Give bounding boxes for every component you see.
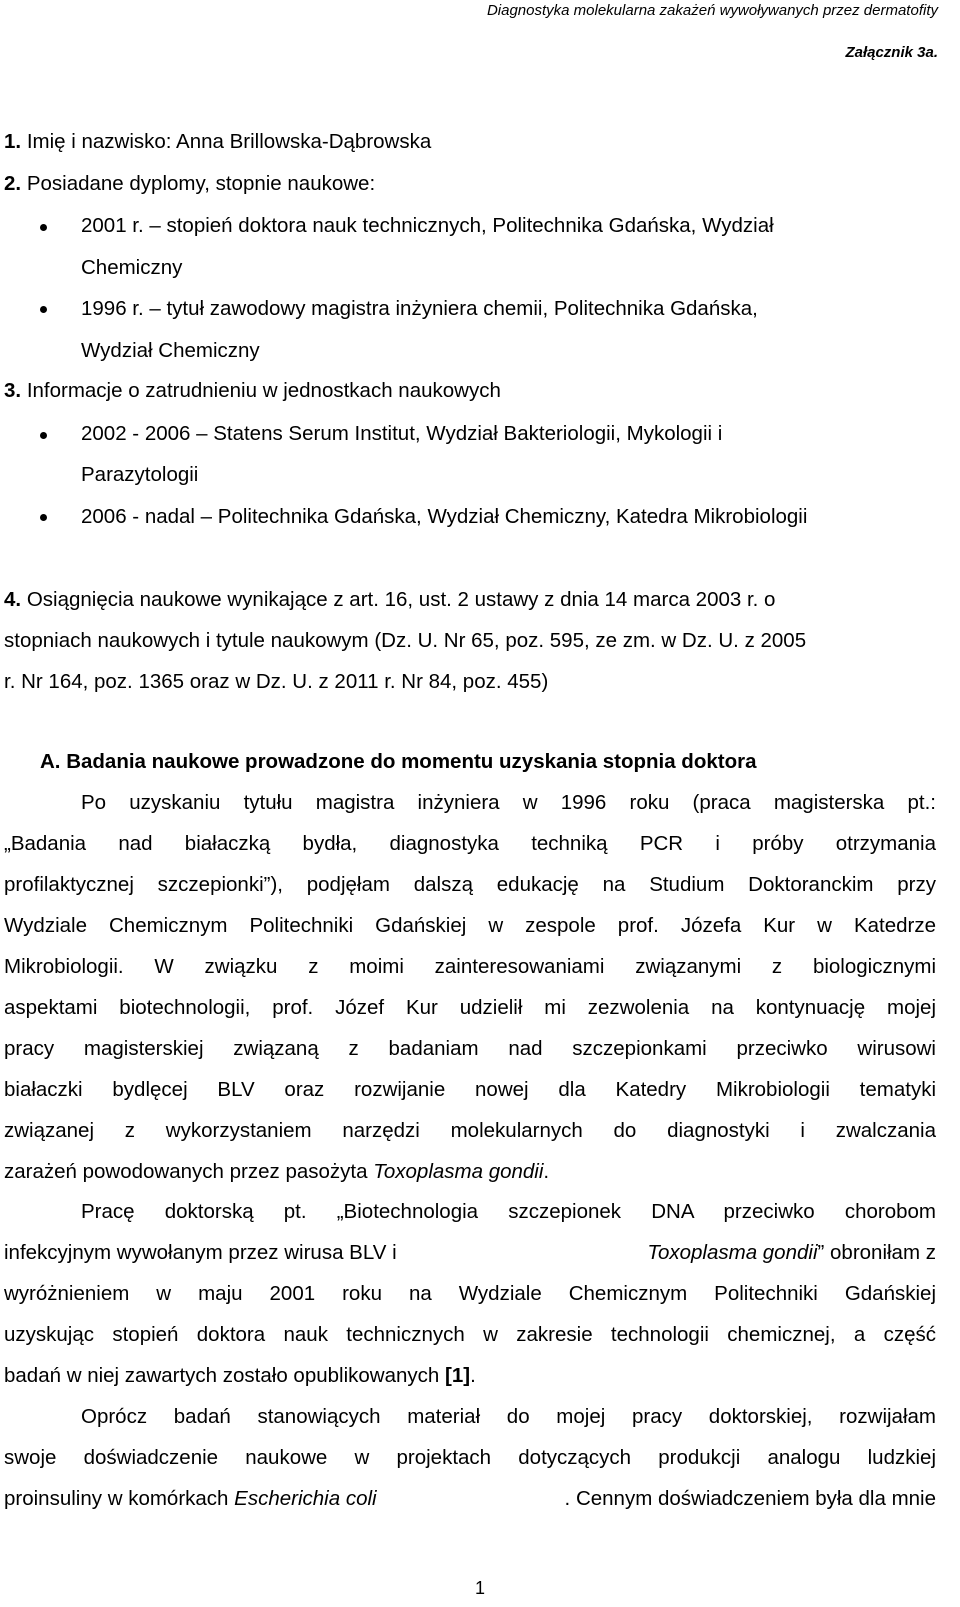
list-item-line: Wydział Chemiczny [81,339,260,362]
page-number: 1 [474,1578,485,1598]
paragraph-line: związanej z wykorzystaniem narzędzi molekularnych do diagnostyki i zwalczania [4,1119,936,1142]
bullet-icon [40,514,47,521]
paragraph-line: Po uzyskaniu tytułu magistra inżyniera w 1996 roku (praca magisterska pt.: [81,791,936,814]
section-number: 3. [4,379,22,402]
paragraph-line [4,1160,549,1184]
paragraph-line: uzyskując stopień doktora nauk technicznych w zakresie technologii chemicznej, a część [4,1323,936,1346]
text-run [647,1241,936,1265]
reference-link[interactable]: [1] [445,1364,471,1387]
paragraph-line: pracy magisterskiej związaną z badaniam nad szczepionkami przeciwko wirusowi [4,1037,936,1060]
section-text-line: stopniach naukowych i tytule naukowym (Dz. U. Nr 65, poz. 595, ze zm. w Dz. U. z 2005 [4,629,807,652]
paragraph-line: „Badania nad białaczką bydła, diagnostyka techniką PCR i próby otrzymania [4,832,936,855]
text-run: zarażeń powodowanych przez pasożyta [4,1160,374,1183]
text-run: . [470,1364,476,1387]
paragraph-line [4,1487,936,1511]
list-item-line: 2002 - 2006 – Statens Serum Institut, Wydział Bakteriologii, Mykologii i [81,422,723,445]
section-number: 2. [4,172,22,195]
paragraph-line: aspektami biotechnologii, prof. Józef Kur udzielił mi zezwolenia na kontynuację mojej [4,996,936,1019]
species-name: Toxoplasma gondii [373,1160,544,1183]
section-2 [4,172,375,196]
subsection-heading [40,750,756,774]
section-text: Informacje o zatrudnieniu w jednostkach naukowych [26,379,501,402]
section-1 [4,130,431,154]
paragraph-line: Mikrobiologii. W związku z moimi zainteresowaniami związanymi z biologicznymi [4,955,936,978]
section-number: 1. [4,130,22,153]
section-text: Imię i nazwisko: Anna Brillowska-Dąbrowska [26,130,432,153]
bullet-icon [40,224,47,231]
species-name: Toxoplasma gondii [647,1241,818,1264]
section-text-line: r. Nr 164, poz. 1365 oraz w Dz. U. z 2011 r. Nr 84, poz. 455) [4,670,549,693]
paragraph-line: białaczki bydlęcej BLV oraz rozwijanie nowej dla Katedry Mikrobiologii tematyki [4,1078,936,1101]
text-run: infekcyjnym wywołanym przez wirusa BLV i [4,1241,403,1264]
paragraph-line: Oprócz badań stanowiących materiał do mojej pracy doktorskiej, rozwijałam [81,1405,936,1428]
list-item-line: 2006 - nadal – Politechnika Gdańska, Wydział Chemiczny, Katedra Mikrobiologii [81,505,808,528]
bullet-icon [40,306,47,313]
paragraph-line [4,1241,936,1265]
section-text: Posiadane dyplomy, stopnie naukowe: [26,172,376,195]
section-3 [4,379,501,403]
paragraph-line [4,1364,476,1388]
subsection-title: Badania naukowe prowadzone do momentu uzyskania stopnia doktora [66,750,757,773]
list-item-line: 1996 r. – tytuł zawodowy magistra inżyniera chemii, Politechnika Gdańska, [81,297,758,320]
paragraph-line: wyróżnieniem w maju 2001 roku na Wydziale Chemicznym Politechniki Gdańskiej [4,1282,936,1305]
subsection-letter: A. [40,750,61,773]
section-text: Osiągnięcia naukowe wynikające z art. 16, ust. 2 ustawy z dnia 14 marca 2003 r. o [26,588,776,611]
annex-label: Załącznik 3a. [845,44,938,61]
paragraph-line: Pracę doktorską pt. „Biotechnologia szczepionek DNA przeciwko chorobom [81,1200,936,1223]
paragraph-line: profilaktycznej szczepionki”), podjęłam dalszą edukację na Studium Doktoranckim przy [4,873,936,896]
section-4 [4,588,775,612]
bullet-icon [40,432,47,439]
text-run: . [543,1160,550,1183]
section-number: 4. [4,588,22,611]
list-item-line: 2001 r. – stopień doktora nauk technicznych, Politechnika Gdańska, Wydział [81,214,774,237]
text-run: badań w niej zawartych zostało opublikowanych [4,1364,446,1387]
list-item-line: Parazytologii [81,463,199,486]
paragraph-line: Wydziale Chemicznym Politechniki Gdańskiej w zespole prof. Józefa Kur w Katedrze [4,914,936,937]
species-name: Escherichia coli [234,1487,377,1510]
running-header-title: Diagnostyka molekularna zakażeń wywoływanych przez dermatofity [486,2,938,19]
text-run: . Cennym doświadczeniem była dla mnie [564,1487,936,1510]
paragraph-line: swoje doświadczenie naukowe w projektach dotyczących produkcji analogu ludzkiej [4,1446,936,1469]
text-run [4,1487,377,1511]
list-item-line: Chemiczny [81,256,183,279]
text-run: proinsuliny w komórkach [4,1487,235,1510]
text-run: ” obroniłam z [817,1241,936,1264]
